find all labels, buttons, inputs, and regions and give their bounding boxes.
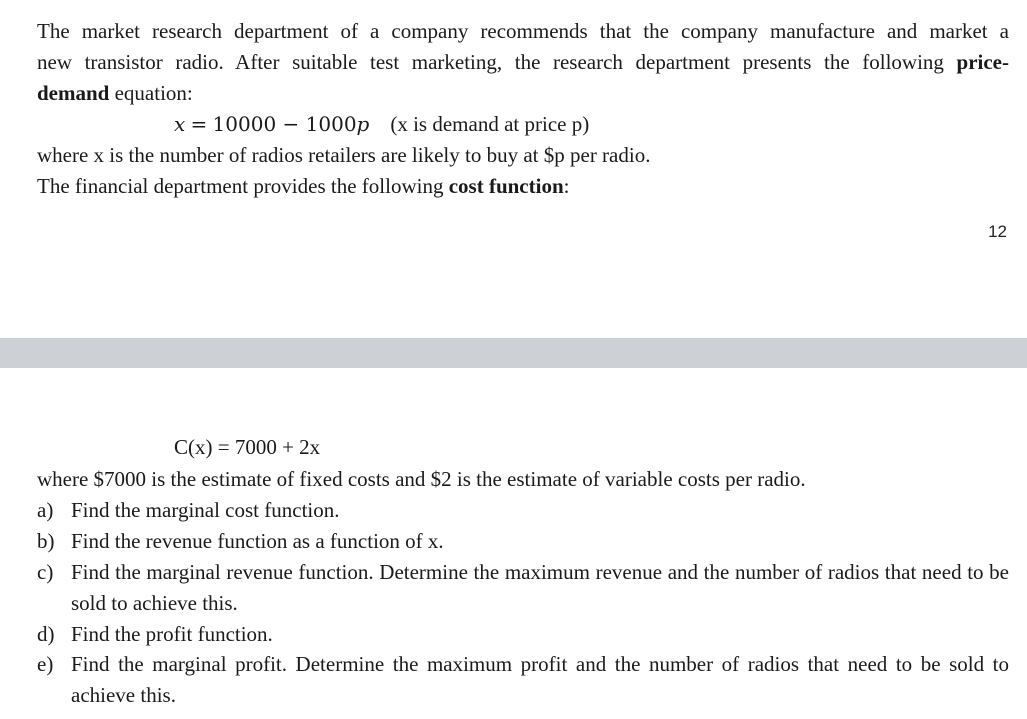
question-c [37,557,1009,619]
question-text: Find the marginal profit. Determine the maximum profit and the number of radios that need to be sold to achieve this. [71,652,1009,707]
question-b [37,526,1009,557]
financial-line-colon: : [563,174,570,198]
page-upper [0,0,1027,338]
question-text: Find the profit function. [71,622,273,646]
cost-equation: C(x) = 7000 + 2x [174,435,321,459]
cost-where-line: where $7000 is the estimate of fixed costs and $2 is the estimate of variable costs per radio. [37,467,806,491]
bold-price-term: price- [956,50,1009,74]
question-a [37,495,1009,526]
financial-line-text: The financial department provides the following [37,174,449,198]
where-line: where x is the number of radios retailers are likely to buy at $p per radio. [37,143,651,167]
question-d [37,619,1009,650]
equation-note: (x is demand at price p) [390,112,590,136]
bold-demand-term: demand [37,81,110,105]
question-marker: d) [37,622,55,646]
intro-line-1: The market research department of a company recommends that the company manufacture and market a [37,19,1009,43]
page-lower [0,368,1027,719]
question-e [37,649,1009,711]
financial-line [37,171,569,202]
demand-equation [174,109,589,140]
intro-line-3-text: equation: [109,81,193,105]
question-text: Find the marginal revenue function. Determine the maximum revenue and the number of radios that need to be sold to achieve this. [71,560,1009,615]
intro-line-2 [37,47,1009,78]
question-marker: a) [37,498,54,522]
question-marker: b) [37,529,55,553]
question-marker: e) [37,652,54,676]
question-text: Find the marginal cost function. [71,498,340,522]
equation-equals: = [190,112,208,136]
bold-cost-function-term: cost function [448,174,564,198]
page-break-divider [0,338,1027,368]
question-text: Find the revenue function as a function of x. [71,529,444,553]
equation-rhs-var: p [356,112,370,136]
question-marker: c) [37,560,54,584]
page-number: 12 [988,222,1007,241]
intro-line-2-text: new transistor radio. After suitable test marketing, the research department presents the following [37,50,957,74]
equation-lhs: x [174,112,186,136]
equation-rhs-number: 10000 − 1000 [212,112,357,136]
intro-line-3 [37,78,193,109]
